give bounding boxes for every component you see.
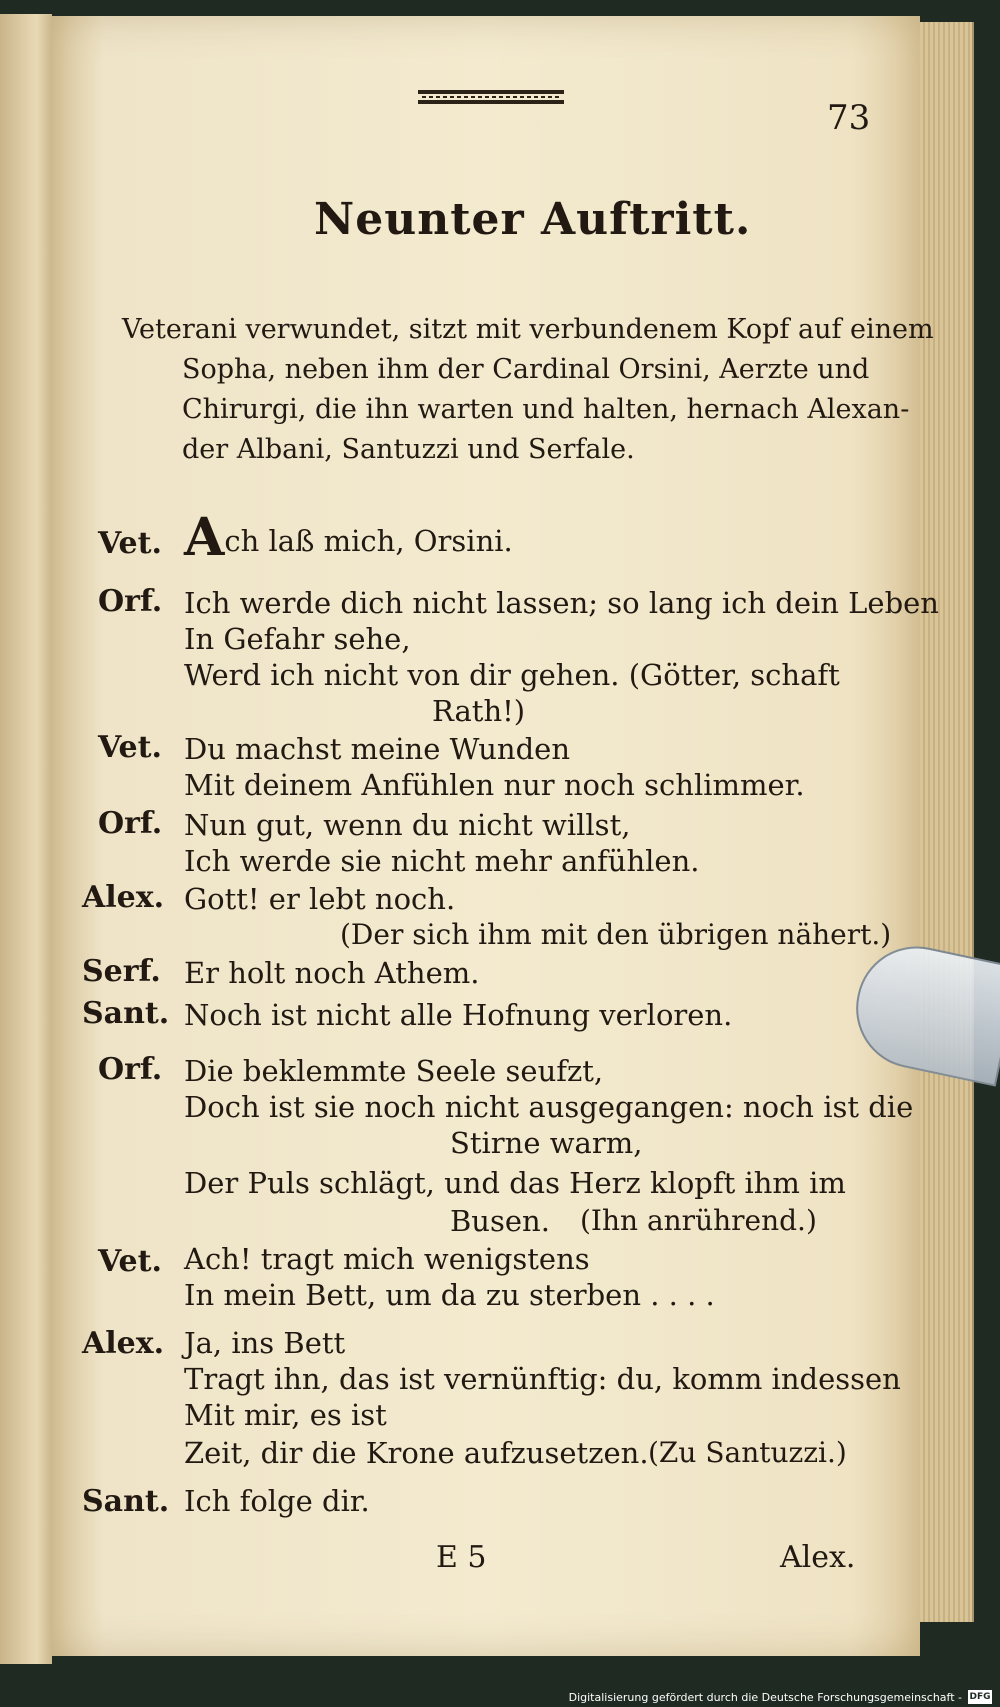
dialogue-line: Ach! tragt mich wenigstens	[184, 1242, 590, 1276]
dialogue-line: Die beklemmte Seele seufzt,	[184, 1054, 604, 1088]
book-page	[52, 16, 939, 1656]
dialogue-line: Tragt ihn, das ist vernünftig: du, komm indessen	[184, 1362, 901, 1396]
signature-mark: E 5	[436, 1540, 487, 1575]
speaker-label: Orf.	[98, 584, 163, 619]
dialogue-line	[184, 507, 513, 568]
speaker-label: Vet.	[98, 526, 162, 561]
dialogue-line: Ich werde dich nicht lassen; so lang ich dein Leben	[184, 586, 939, 620]
dfg-logo: DFG	[969, 1692, 991, 1702]
dialogue-line: Du machst meine Wunden	[184, 732, 570, 766]
footer-bar	[0, 1685, 1000, 1707]
dialogue-line: Ja, ins Bett	[184, 1326, 346, 1360]
dialogue-line: Rath!)	[432, 694, 526, 728]
speaker-label: Vet.	[98, 1244, 162, 1279]
dialogue-line: Doch ist sie noch nicht ausgegangen: noch ist die	[184, 1090, 914, 1124]
stage-direction-inline: (Ihn anrührend.)	[580, 1204, 817, 1237]
dialogue-line-text: ch laß mich, Orsini.	[224, 524, 513, 558]
dialogue-line: Nun gut, wenn du nicht willst,	[184, 808, 631, 842]
dialogue-line: Werd ich nicht von dir gehen. (Götter, schaft	[184, 658, 840, 692]
stage-direction-line: Chirurgi, die ihn warten und halten, hernach Alexan-	[182, 394, 910, 425]
dialogue-line: Ich werde sie nicht mehr anfühlen.	[184, 844, 700, 878]
dialogue-line: Gott! er lebt noch.	[184, 882, 456, 916]
dialogue-line: In mein Bett, um da zu sterben . . . .	[184, 1278, 715, 1312]
header-ornament-rule	[418, 90, 564, 104]
dialogue-line: Mit deinem Anfühlen nur noch schlimmer.	[184, 768, 805, 802]
dialogue-line: Er holt noch Athem.	[184, 956, 480, 990]
catchword: Alex.	[780, 1540, 856, 1575]
dialogue-line: Zeit, dir die Krone aufzusetzen.	[184, 1436, 649, 1470]
stage-direction-inline: (Der sich ihm mit den übrigen nähert.)	[340, 918, 892, 951]
stage-direction-line: Sopha, neben ihm der Cardinal Orsini, Aerzte und	[182, 354, 870, 385]
page-number: 73	[827, 98, 871, 138]
stage-direction-line: Veterani verwundet, sitzt mit verbundenem Kopf auf einem	[122, 314, 934, 345]
footer-credit: Digitalisierung gefördert durch die Deutsche Forschungsgemeinschaft -	[568, 1691, 962, 1704]
speaker-label: Serf.	[82, 954, 161, 989]
dialogue-line: Busen.	[450, 1204, 550, 1238]
stage-direction-line: der Albani, Santuzzi und Serfale.	[182, 434, 635, 465]
speaker-label: Orf.	[98, 806, 163, 841]
speaker-label: Alex.	[82, 1326, 165, 1361]
speaker-label: Vet.	[98, 730, 162, 765]
left-page-edge	[0, 14, 52, 1664]
stage-direction-inline: (Zu Santuzzi.)	[648, 1436, 847, 1469]
scene-title: Neunter Auftritt.	[314, 194, 752, 245]
speaker-label: Sant.	[82, 996, 170, 1031]
drop-initial: A	[184, 507, 225, 568]
speaker-label: Sant.	[82, 1484, 170, 1519]
dialogue-line: In Gefahr sehe,	[184, 622, 411, 656]
dialogue-line: Noch ist nicht alle Hofnung verloren.	[184, 998, 733, 1032]
dialogue-line: Stirne warm,	[450, 1126, 643, 1160]
dialogue-line: Mit mir, es ist	[184, 1398, 387, 1432]
dialogue-line: Ich folge dir.	[184, 1484, 370, 1518]
speaker-label: Alex.	[82, 880, 165, 915]
speaker-label: Orf.	[98, 1052, 163, 1087]
dialogue-line: Der Puls schlägt, und das Herz klopft ihm im	[184, 1166, 846, 1200]
